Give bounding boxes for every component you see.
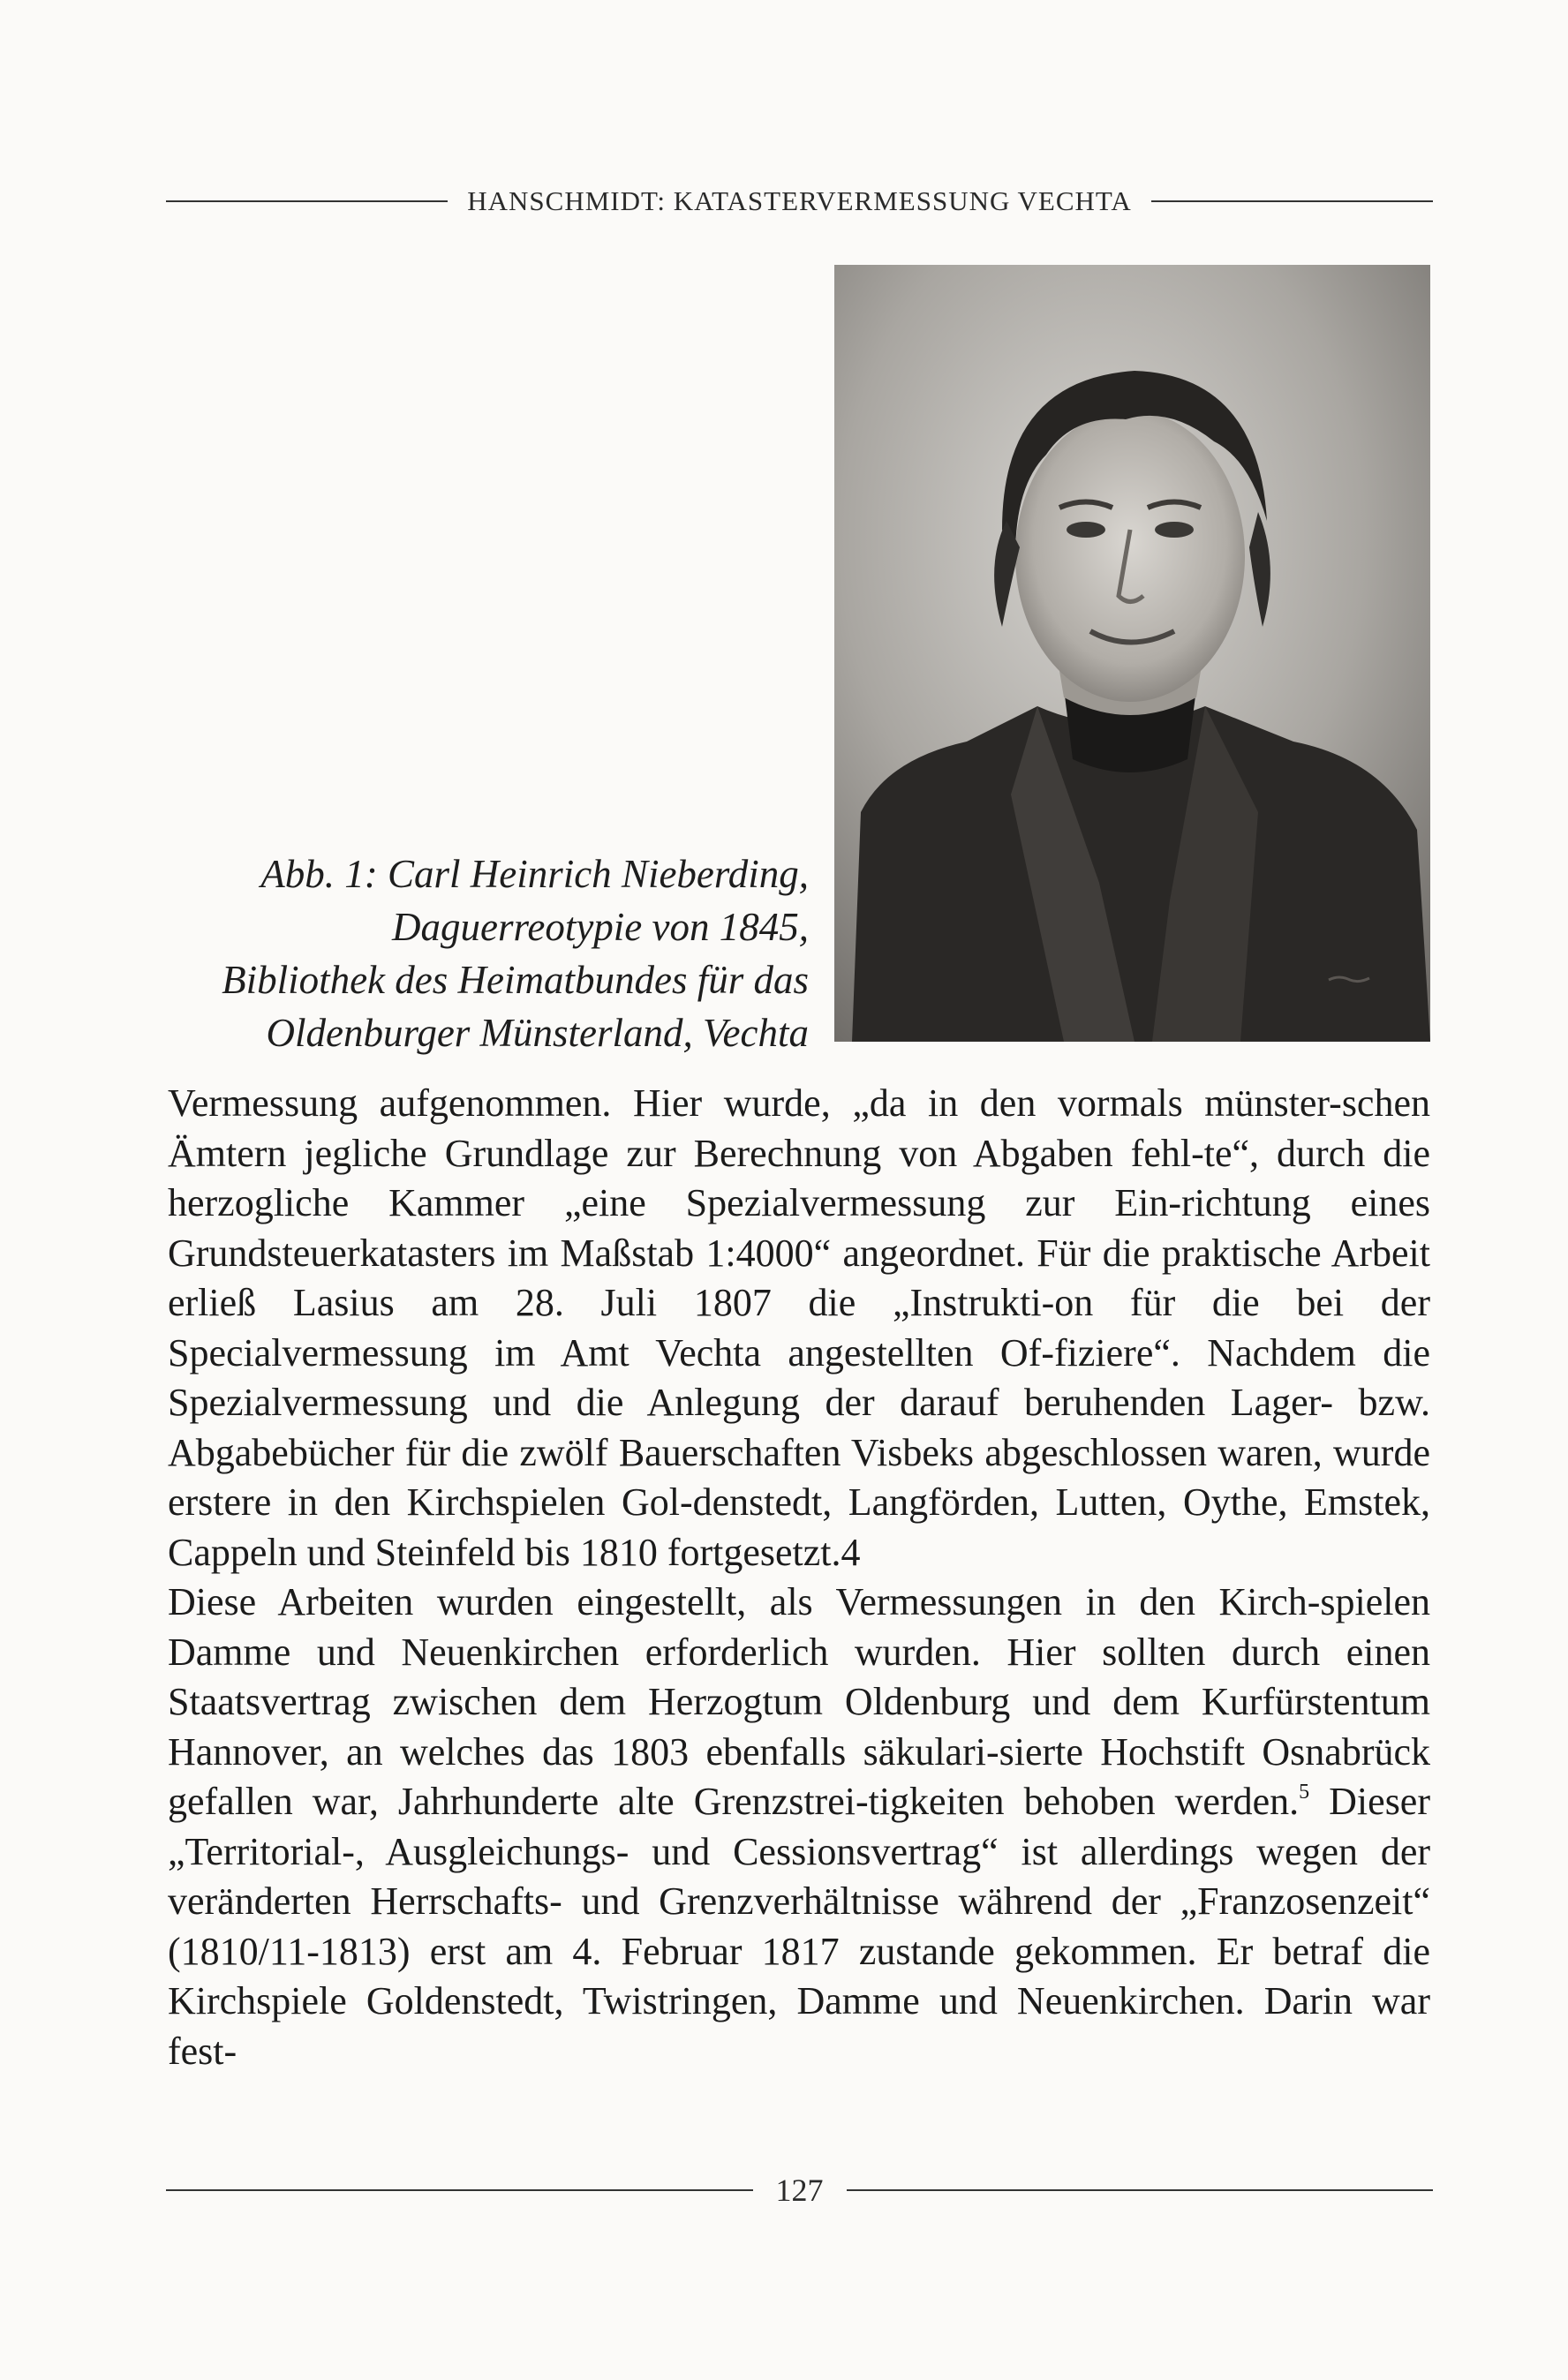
header-rule-right [1151, 200, 1433, 202]
paragraph [168, 1578, 1430, 2076]
figure-caption [120, 847, 809, 1059]
caption-line: Abb. 1: Carl Heinrich Nieberding, [260, 852, 809, 896]
page-footer [166, 2172, 1433, 2209]
paragraph-text: Dieser „Territorial-, Ausgleichungs- und Cessionsvertrag“ ist allerdings wegen der veränderten Herrschafts- und Grenzverhältnisse während der „Franzosenzeit“ (1810/11-1813) erst am 4. Februar 1817 zustande gekommen. Er betraf die Kirchspiele Goldenstedt, Twistringen, Damme und Neuenkirchen. Darin war fest- [168, 1780, 1430, 2073]
paragraph-text: Vermessung aufgenommen. Hier wurde, „da in den vormals münster-schen Ämtern jegliche Grundlage zur Berechnung von Abgaben fehl-te“, durch die herzogliche Kammer „eine Spezialvermessung zur Ein-richtung eines Grundsteuerkatasters im Maßstab 1:4000“ angeordnet. Für die praktische Arbeit erließ Lasius am 28. Juli 1807 die „Instrukti-on für die bei der Specialvermessung im Amt Vechta angestellten Of-fiziere“. Nachdem die Spezialvermessung und die Anlegung der darauf beruhenden Lager- bzw. Abgabebücher für die zwölf Bauerschaften Visbeks abgeschlossen waren, wurde erstere in den Kirchspielen Gol-denstedt, Langförden, Lutten, Oythe, Emstek, Cappeln und Steinfeld bis 1810 fortgesetzt.4 [168, 1081, 1430, 1574]
running-title: HANSCHMIDT: KATASTERVERMESSUNG VECHTA [467, 185, 1132, 216]
header-rule-left [166, 200, 448, 202]
paragraph-text: Diese Arbeiten wurden eingestellt, als Vermessungen in den Kirch-spielen Damme und Neuenkirchen erforderlich wurden. Hier sollten durch einen Staatsvertrag zwischen dem Herzogtum Oldenburg und dem Kurfürstentum Hannover, an welches das 1803 ebenfalls säkulari-sierte Hochstift Osnabrück gefallen war, Jahrhunderte alte Grenzstrei-tigkeiten behoben werden. [168, 1580, 1430, 1823]
portrait-image [834, 265, 1430, 1042]
paragraph [168, 1079, 1430, 1578]
caption-line: Daguerreotypie von 1845, [392, 905, 809, 949]
body-text [168, 1079, 1430, 2076]
caption-line: Bibliothek des Heimatbundes für das [222, 958, 809, 1002]
page-number: 127 [775, 2173, 824, 2208]
caption-line: Oldenburger Münsterland, Vechta [266, 1011, 809, 1055]
portrait-photo [834, 265, 1430, 1042]
footer-rule-right [847, 2189, 1434, 2191]
running-head [166, 185, 1433, 217]
footnote-ref: 5 [1299, 1781, 1310, 1804]
footer-rule-left [166, 2189, 753, 2191]
